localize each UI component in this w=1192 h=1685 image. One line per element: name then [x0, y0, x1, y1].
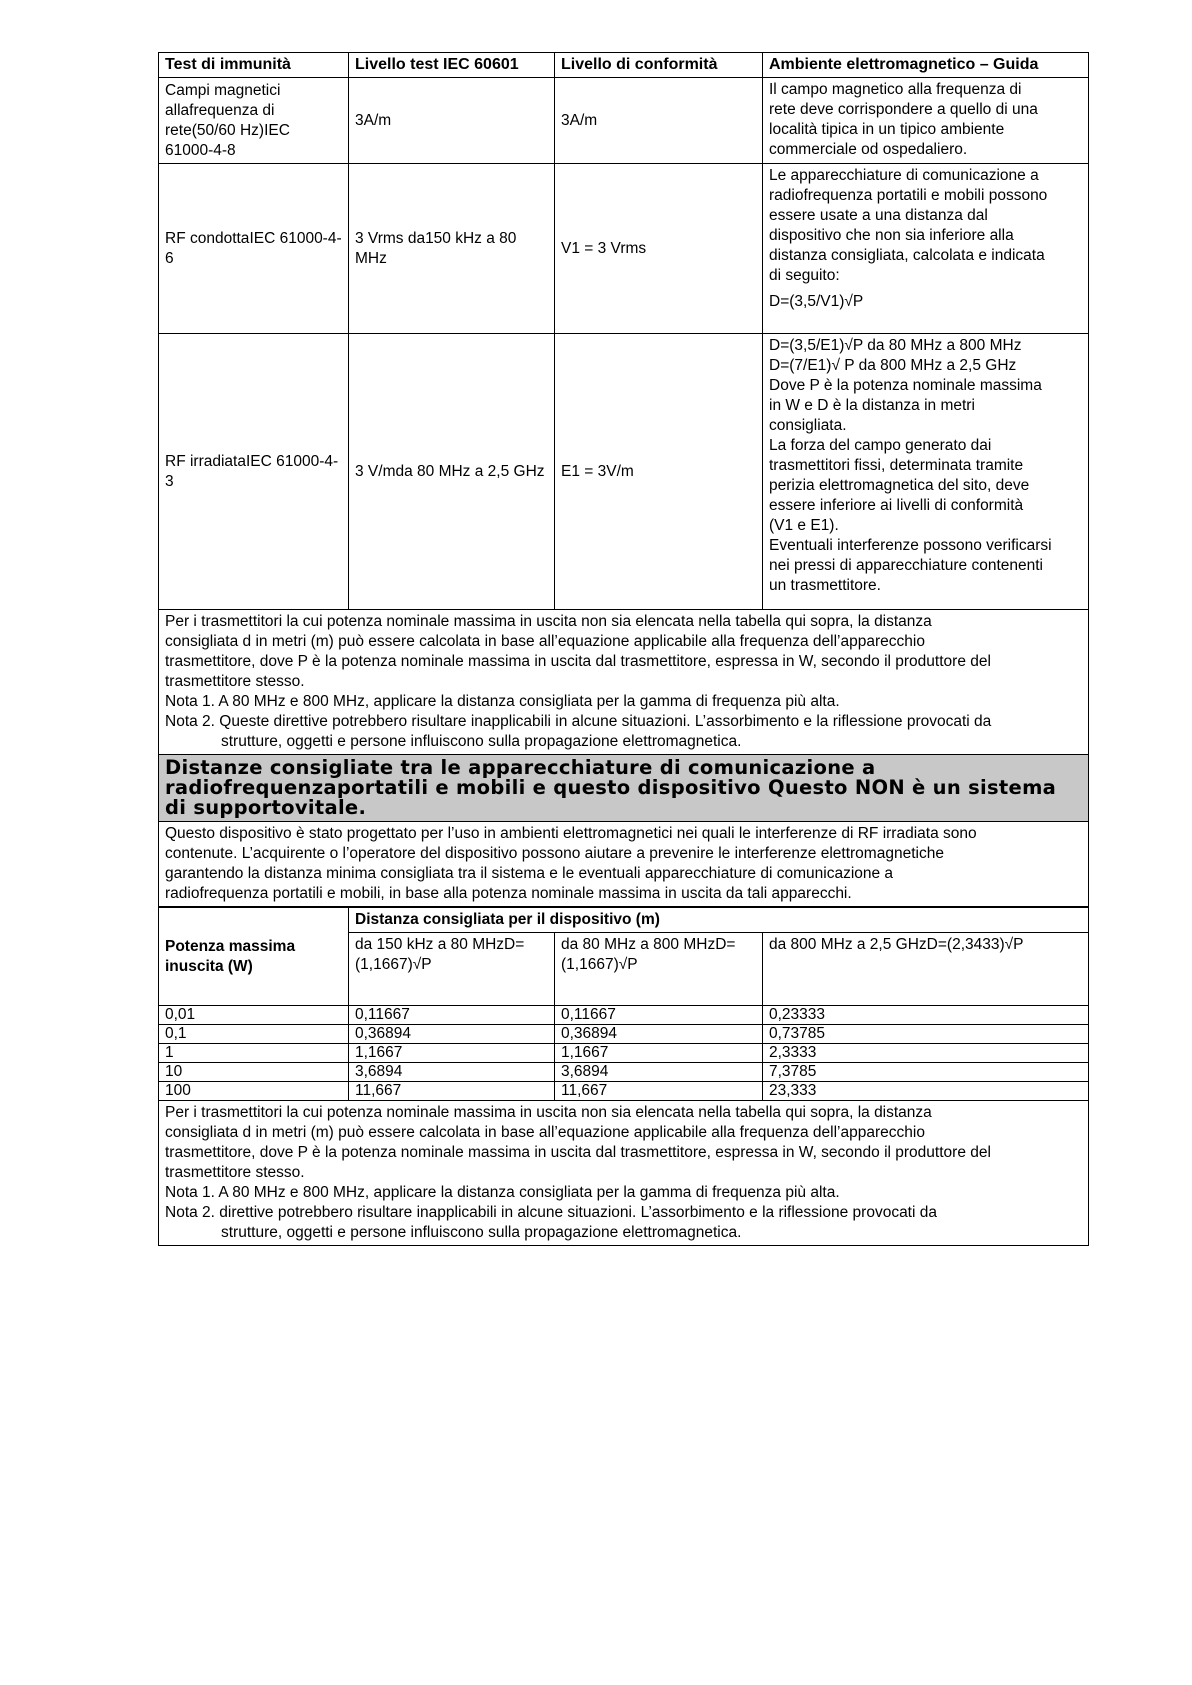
note-line: Nota 1. A 80 MHz e 800 MHz, applicare la distanza consigliata per la gamma di frequenza più alta.	[165, 693, 840, 710]
note-line: trasmettitore stesso.	[165, 673, 305, 690]
range-formula: D=(2,3433)√P	[926, 936, 1024, 953]
note-line-indent: strutture, oggetti e persone influiscono sulla propagazione elettromagnetica.	[221, 733, 742, 750]
guide-line: La forza del campo generato dai	[769, 437, 992, 454]
guide-cell	[763, 164, 1089, 334]
guide-line: dispositivo che non sia inferiore alla	[769, 227, 1014, 244]
test-line: (50/60 Hz)	[191, 121, 265, 139]
distance-header-row	[159, 908, 1089, 933]
distance-value: 0,73785	[763, 1025, 1089, 1044]
test-line: RF irradiata	[165, 452, 246, 470]
test-line: IEC 61000-4-8	[165, 121, 290, 159]
power-value: 100	[159, 1082, 349, 1101]
guide-line: radiofrequenza portatili e mobili possono	[769, 187, 1048, 204]
distance-value: 11,667	[349, 1082, 555, 1101]
distance-value: 2,3333	[763, 1044, 1089, 1063]
note-line: consigliata d in metri (m) può essere calcolata in base all’equazione applicabile alla frequenza dell’apparecchio	[165, 633, 925, 650]
guide-line: D=(3,5/E1)√P da 80 MHz a 800 MHz	[769, 337, 1022, 354]
distance-value: 23,333	[763, 1082, 1089, 1101]
power-header-line: Potenza massima in	[165, 937, 296, 975]
note-line: trasmettitore, dove P è la potenza nominale massima in uscita dal trasmettitore, espressa in W, secondo il produttore del	[165, 653, 991, 670]
distance-value: 3,6894	[555, 1063, 763, 1082]
range-header	[763, 933, 1089, 1006]
section-title-line: vitale.	[294, 796, 367, 819]
table-row	[159, 1044, 1089, 1063]
header-level: Livello test IEC 60601	[349, 53, 555, 78]
guide-line: D=(7/E1)√ P da 800 MHz a 2,5 GHz	[769, 357, 1017, 374]
intro-line: Questo dispositivo è stato progettato per l’uso in ambienti elettromagnetici nei quali le interferenze di RF irradiata sono	[165, 825, 977, 842]
guide-line: essere inferiore ai livelli di conformità	[769, 497, 1024, 514]
guide-formula: D=(3,5/V1)√P	[769, 293, 864, 310]
intro-line: garantendo la distanza minima consigliata tra il sistema e le eventuali apparecchiature di comunicazione a	[165, 865, 894, 882]
table-row	[159, 1063, 1089, 1082]
power-value: 10	[159, 1063, 349, 1082]
immunity-row-radiated	[159, 334, 1089, 610]
guide-line: località tipica in un tipico ambiente	[769, 121, 1005, 138]
immunity-row-conducted	[159, 164, 1089, 334]
guide-line: Le apparecchiature di comunicazione a	[769, 167, 1039, 184]
immunity-row-magnetic	[159, 78, 1089, 164]
distance-header: Distanza consigliata per il dispositivo (m)	[349, 908, 1089, 933]
note-line: trasmettitore stesso.	[165, 1164, 305, 1181]
guide-line: Eventuali interferenze possono verificarsi	[769, 537, 1052, 554]
guide-line: distanza consigliata, calcolata e indicata	[769, 247, 1045, 264]
section-heading-row	[159, 755, 1089, 822]
table-row	[159, 1006, 1089, 1025]
note-line: consigliata d in metri (m) può essere calcolata in base all’equazione applicabile alla frequenza dell’apparecchio	[165, 1124, 925, 1141]
guide-line: perizia elettromagnetica del sito, deve	[769, 477, 1030, 494]
header-guide: Ambiente elettromagnetico – Guida	[763, 53, 1089, 78]
range-formula: D=(1,1667)√P	[355, 936, 525, 973]
range-header	[555, 933, 763, 1006]
test-cell	[159, 334, 349, 610]
note-line: Per i trasmettitori la cui potenza nominale massima in uscita non sia elencata nella tabella qui sopra, la distanza	[165, 613, 932, 630]
distance-value: 1,1667	[555, 1044, 763, 1063]
range-header	[349, 933, 555, 1006]
section-title-line: portatili e mobili e questo dispositivo Questo NON è un sistema di supporto	[165, 776, 1057, 819]
intro-line: contenute. L’acquirente o l’operatore del dispositivo possono aiutare a prevenire le interferenze elettromagnetiche	[165, 845, 944, 862]
level-line: da 80 MHz a 2,5 GHz	[395, 462, 545, 480]
test-line: IEC 61000-4-3	[165, 452, 339, 490]
section-intro	[159, 822, 1089, 907]
note-line-indent: strutture, oggetti e persone influiscono sulla propagazione elettromagnetica.	[221, 1224, 742, 1241]
compliance-cell: V1 = 3 Vrms	[555, 164, 763, 334]
power-value: 1	[159, 1044, 349, 1063]
guide-line: trasmettitori fissi, determinata tramite	[769, 457, 1024, 474]
level-cell	[349, 78, 555, 164]
test-line: frequenza di rete	[165, 101, 275, 139]
distance-value: 0,36894	[349, 1025, 555, 1044]
section-title-line: Distanze consigliate tra le apparecchiature di comunicazione a radiofrequenza	[165, 756, 876, 799]
power-value: 0,01	[159, 1006, 349, 1025]
level-line: 3 Vrms da	[355, 229, 426, 247]
range-formula: D=(1,1667)√P	[561, 936, 736, 973]
section-heading	[159, 755, 1089, 822]
power-header	[159, 908, 349, 1006]
guide-line: consigliata.	[769, 417, 847, 434]
header-compliance: Livello di conformità	[555, 53, 763, 78]
range-label: da 80 MHz a 800 MHz	[561, 936, 716, 953]
distance-value: 0,11667	[555, 1006, 763, 1025]
distance-rows	[159, 1006, 1089, 1101]
note-line: Nota 2. Queste direttive potrebbero risultare inapplicabili in alcune situazioni. L’assorbimento e la riflessione provocati da	[165, 713, 992, 730]
distance-value: 3,6894	[349, 1063, 555, 1082]
level-cell	[349, 164, 555, 334]
distance-value: 0,23333	[763, 1006, 1089, 1025]
test-line: RF condotta	[165, 229, 250, 247]
note-line: Nota 2. direttive potrebbero risultare inapplicabili in alcune situazioni. L’assorbimento e la riflessione provocati da	[165, 1204, 937, 1221]
distance-table	[158, 907, 1089, 1246]
section-intro-row	[159, 822, 1089, 907]
compliance-cell: 3A/m	[555, 78, 763, 164]
level-line: 3 V/m	[355, 462, 396, 480]
test-line: IEC 61000-4-6	[165, 229, 342, 267]
note-line: Nota 1. A 80 MHz e 800 MHz, applicare la distanza consigliata per la gamma di frequenza più alta.	[165, 1184, 840, 1201]
guide-line: (V1 e E1).	[769, 517, 839, 534]
guide-line: di seguito:	[769, 267, 840, 284]
guide-line: nei pressi di apparecchiature contenenti	[769, 557, 1044, 574]
guide-cell	[763, 334, 1089, 610]
distance-notes	[159, 1101, 1089, 1246]
guide-cell	[763, 78, 1089, 164]
test-cell	[159, 78, 349, 164]
compliance-cell: E1 = 3V/m	[555, 334, 763, 610]
range-label: da 150 kHz a 80 MHz	[355, 936, 505, 953]
distance-value: 0,36894	[555, 1025, 763, 1044]
immunity-header-row	[159, 53, 1089, 78]
level-cell	[349, 334, 555, 610]
distance-value: 7,3785	[763, 1063, 1089, 1082]
level-line: 150 kHz a 80 MHz	[355, 229, 517, 267]
distance-value: 11,667	[555, 1082, 763, 1101]
level-line: 3A/m	[355, 111, 392, 129]
intro-line: radiofrequenza portatili e mobili, in base alla potenza nominale massima in uscita da tali apparecchi.	[165, 885, 852, 902]
distance-notes-row	[159, 1101, 1089, 1246]
test-cell	[159, 164, 349, 334]
guide-line: Dove P è la potenza nominale massima	[769, 377, 1042, 394]
range-label: da 800 MHz a 2,5 GHz	[769, 936, 927, 953]
guide-line: in W e D è la distanza in metri	[769, 397, 975, 414]
guide-line: commerciale od ospedaliero.	[769, 141, 968, 158]
header-test: Test di immunità	[159, 53, 349, 78]
power-value: 0,1	[159, 1025, 349, 1044]
table-row	[159, 1082, 1089, 1101]
guide-line: essere usate a una distanza dal	[769, 207, 988, 224]
distance-value: 0,11667	[349, 1006, 555, 1025]
guide-line: rete deve corrispondere a quello di una	[769, 101, 1038, 118]
power-header-line: uscita (W)	[178, 957, 253, 975]
note-line: Per i trasmettitori la cui potenza nominale massima in uscita non sia elencata nella tabella qui sopra, la distanza	[165, 1104, 932, 1121]
table-row	[159, 1025, 1089, 1044]
note-line: trasmettitore, dove P è la potenza nominale massima in uscita dal trasmettitore, espressa in W, secondo il produttore del	[165, 1144, 991, 1161]
immunity-notes	[159, 610, 1089, 755]
guide-line: un trasmettitore.	[769, 577, 881, 594]
immunity-notes-row	[159, 610, 1089, 755]
distance-value: 1,1667	[349, 1044, 555, 1063]
guide-line: Il campo magnetico alla frequenza di	[769, 81, 1022, 98]
document-page	[158, 52, 1088, 1246]
immunity-table	[158, 52, 1089, 907]
test-line: Campi magnetici alla	[165, 81, 281, 119]
